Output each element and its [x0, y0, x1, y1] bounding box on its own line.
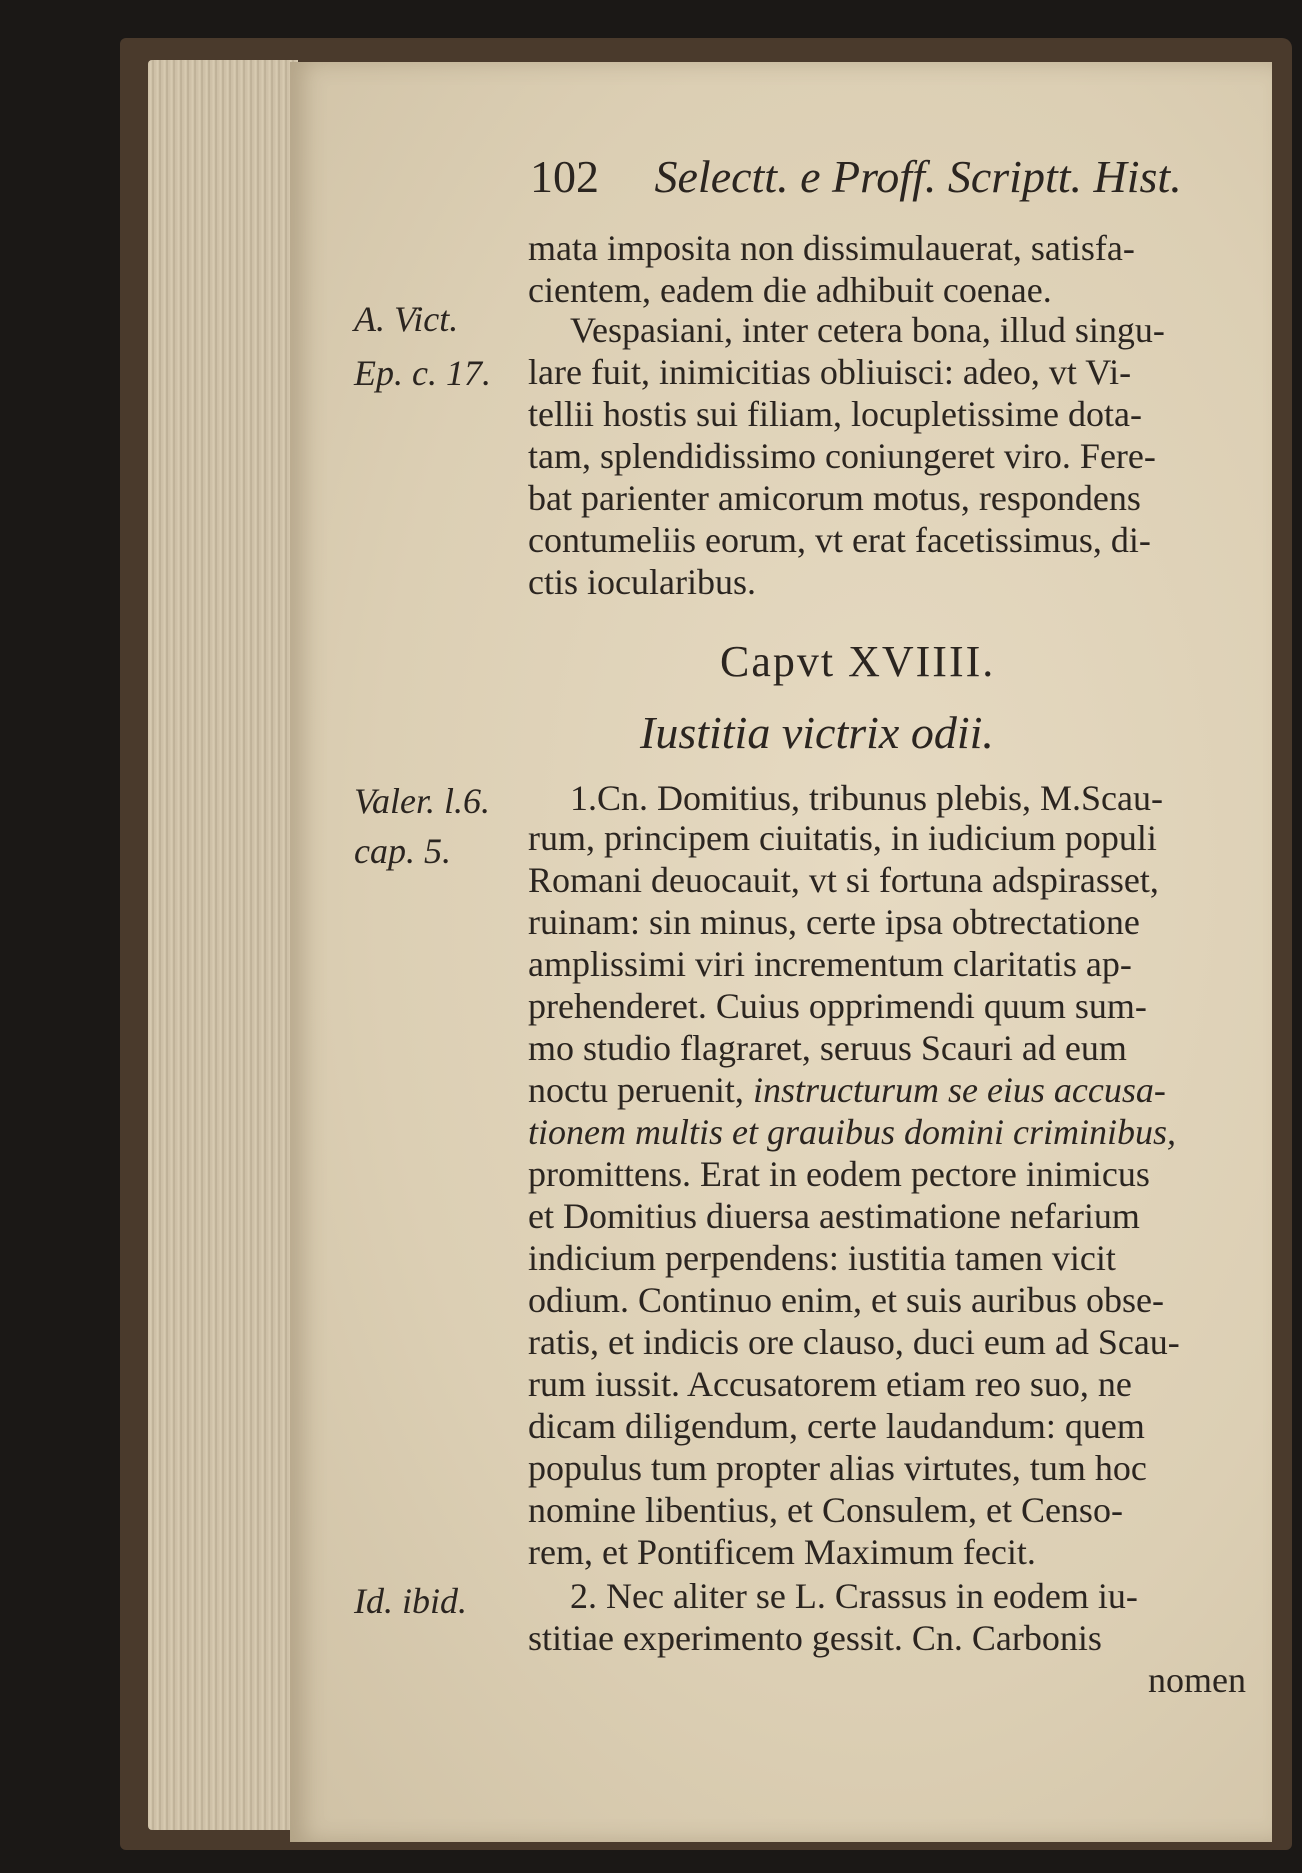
text-line: odium. Continuo enim, et suis auribus obse-	[528, 1280, 1164, 1320]
page-header	[530, 150, 1182, 203]
text-line: et Domitius diuersa aestimatione nefarium	[528, 1196, 1140, 1236]
text-line: rum, principem ciuitatis, in iudicium populi	[528, 818, 1157, 858]
text-line: mata imposita non dissimulauerat, satisfa-	[528, 228, 1135, 268]
text-line: ratis, et indicis ore clauso, duci eum ad Scau-	[528, 1322, 1180, 1362]
text-line: tionem multis et grauibus domini criminibus,	[528, 1112, 1176, 1152]
text-line: stitiae experimento gessit. Cn. Carbonis	[528, 1618, 1102, 1658]
text-line	[528, 1070, 1166, 1110]
text-line: cientem, eadem die adhibuit coenae.	[528, 270, 1052, 310]
text-line: Vespasiani, inter cetera bona, illud singu-	[570, 310, 1165, 350]
text-line: dicam diligendum, certe laudandum: quem	[528, 1406, 1145, 1446]
text-line: promittens. Erat in eodem pectore inimicus	[528, 1154, 1150, 1194]
text-line: bat parienter amicorum motus, respondens	[528, 478, 1141, 518]
page-edges	[148, 60, 298, 1830]
text-line: lare fuit, inimicitias obliuisci: adeo, vt Vi-	[528, 352, 1132, 392]
margin-note-line: A. Vict.	[354, 299, 459, 339]
text-line: 2. Nec aliter se L. Crassus in eodem iu-	[570, 1576, 1138, 1616]
chapter-subtitle: Iustitia victrix odii.	[640, 707, 994, 758]
italic-text-fragment: instructurum se eius accusa-	[752, 1070, 1166, 1110]
text-line: ruinam: sin minus, certe ipsa obtrectatione	[528, 902, 1140, 942]
margin-note-line: Valer. l.6.	[354, 781, 491, 821]
margin-note-line: cap. 5.	[354, 831, 451, 871]
text-line: 1.Cn. Domitius, tribunus plebis, M.Scau-	[570, 778, 1163, 818]
text-line: ctis iocularibus.	[528, 562, 756, 602]
text-line: rum iussit. Accusatorem etiam reo suo, ne	[528, 1364, 1132, 1404]
running-title: Selectt. e Proff. Scriptt. Hist.	[654, 151, 1182, 202]
chapter-heading: Capvt XVIIII.	[720, 637, 996, 686]
margin-note-line: Id. ibid.	[354, 1581, 467, 1621]
margin-note-line: Ep. c. 17.	[354, 353, 491, 393]
text-line: mo studio flagraret, seruus Scauri ad eum	[528, 1028, 1127, 1068]
catchword: nomen	[1148, 1660, 1246, 1700]
text-fragment: noctu peruenit,	[528, 1070, 744, 1110]
text-line: tam, splendidissimo coniungeret viro. Fere-	[528, 436, 1156, 476]
text-line: populus tum propter alias virtutes, tum hoc	[528, 1448, 1147, 1488]
text-line: prehenderet. Cuius opprimendi quum sum-	[528, 986, 1147, 1026]
text-line: contumeliis eorum, vt erat facetissimus, di-	[528, 520, 1151, 560]
page-number: 102	[530, 151, 599, 202]
text-line: rem, et Pontificem Maximum fecit.	[528, 1532, 1036, 1572]
text-line: Romani deuocauit, vt si fortuna adspirasset,	[528, 860, 1159, 900]
text-line: nomine libentius, et Consulem, et Censo-	[528, 1490, 1123, 1530]
text-line: tellii hostis sui filiam, locupletissime dota-	[528, 394, 1142, 434]
text-line: indicium perpendens: iustitia tamen vicit	[528, 1238, 1116, 1278]
text-line: amplissimi viri incrementum claritatis ap-	[528, 944, 1132, 984]
